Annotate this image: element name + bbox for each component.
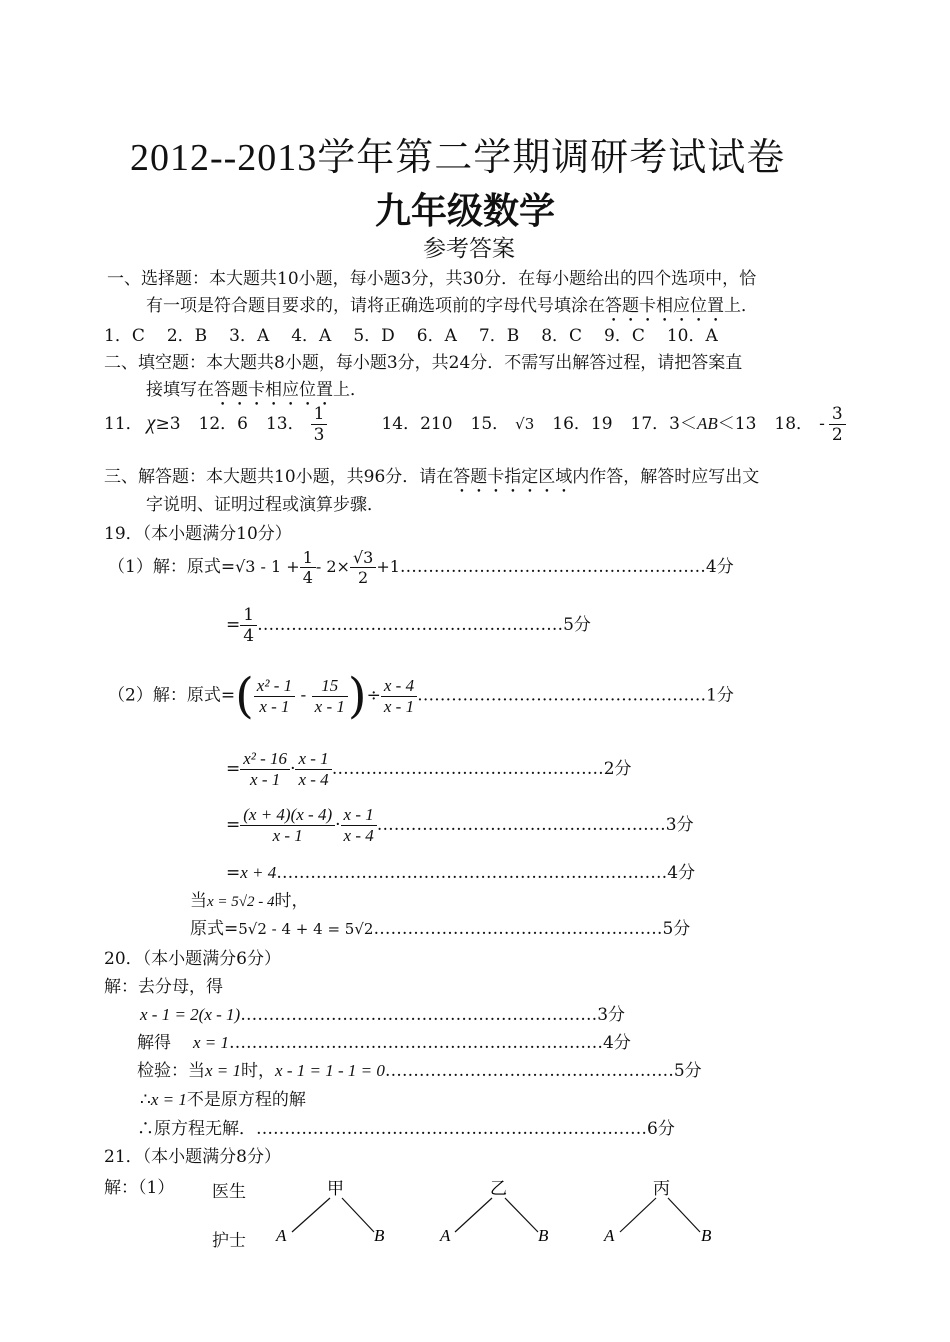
answer: 1．C [104, 326, 145, 346]
denominator: x - 1 [259, 696, 290, 716]
tree-1 [275, 1179, 385, 1245]
text: ∴ [140, 1090, 151, 1110]
denominator: 4 [243, 626, 255, 646]
answer: 9．C [604, 326, 645, 346]
answer: 11． [104, 414, 143, 434]
denominator: x - 1 [314, 696, 345, 716]
score: ……………………………………………………………6分 [256, 1119, 675, 1139]
section2-line1: 二、填空题：本大题共8小题，每小题3分，共24分．不需写出解答过程，请把答案直 [104, 353, 743, 373]
text: 不是原方程的解 [186, 1090, 306, 1110]
math: x = 5√2 - 4 [207, 894, 275, 910]
text: 接填写在 [146, 380, 214, 400]
text: 时， [241, 1061, 276, 1081]
math: x = 1 [205, 1061, 242, 1080]
denominator: x - 1 [250, 770, 281, 789]
answer: 16．19 [552, 414, 613, 434]
numerator: 1 [300, 548, 316, 568]
text: 有一项是符合题目要求的，请将正确选项前的字母代号填涂在 [146, 296, 605, 316]
q21-intro: 解：（1） [104, 1178, 175, 1198]
answer: 2．B [166, 326, 208, 346]
text: 当 [190, 891, 207, 911]
label: 原式= [190, 919, 239, 939]
score: ……………………………………………1分 [417, 685, 734, 706]
text: 内作答，解答时应写出文 [572, 467, 760, 487]
text: 三、解答题：本大题共10小题，共96分．请在 [104, 467, 454, 487]
numerator: x - 1 [341, 805, 377, 826]
answer: ＜13 [717, 414, 757, 434]
label: （1）解：原式= [108, 557, 236, 577]
score: …………………………………………………………4分 [229, 1033, 631, 1053]
tree-top-label: 甲 [327, 1179, 344, 1199]
denominator: x - 1 [272, 826, 303, 845]
text: 上． [724, 296, 758, 316]
math: AB [697, 414, 718, 433]
tree-3 [603, 1179, 712, 1245]
tree-left-label: A [276, 1226, 287, 1245]
text: 时， [274, 891, 309, 911]
subject-title: 九年级数学 [375, 191, 556, 232]
math: x - 1 = 2(x - 1) [140, 1005, 241, 1024]
denominator: 4 [302, 568, 313, 587]
numerator: (x + 4)(x - 4) [240, 805, 335, 826]
denominator: x - 1 [383, 696, 415, 716]
score: ……………………………………………3分 [376, 815, 694, 835]
answer: 7．B [478, 326, 520, 346]
score: ……………………………………………………………4分 [276, 863, 696, 883]
q21-title: 21．（本小题满分8分） [104, 1147, 281, 1167]
times: · [290, 759, 296, 779]
numerator: x - 1 [295, 749, 331, 770]
q20-intro: 解：去分母，得 [104, 977, 223, 997]
score: ………………………………………………5分 [257, 615, 591, 635]
denominator: x - 4 [298, 770, 329, 789]
branch-line [342, 1198, 374, 1232]
math: x + 4 [240, 863, 277, 882]
tree-left-label: A [440, 1226, 451, 1245]
denominator: 2 [831, 425, 843, 445]
emphasis-text: 答题卡相应位置 [214, 380, 333, 400]
branch-line [292, 1198, 330, 1232]
equals: = [226, 815, 241, 835]
score: ……………………………………………5分 [384, 1061, 702, 1081]
math: 5√2 - 4 + 4 = 5√2 [238, 920, 374, 938]
tree-left-label: A [604, 1226, 615, 1245]
section1-line1: 一、选择题：本大题共10小题，每小题3分，共30分．在每小题给出的四个选项中，恰 [107, 269, 757, 289]
q20-title: 20．（本小题满分6分） [104, 949, 281, 969]
text: ∴原方程无解． [137, 1119, 256, 1139]
answer: 17．3＜ [630, 414, 697, 434]
branch-line [455, 1198, 492, 1232]
math: √3 - 1 + [235, 557, 300, 576]
math: x = 1 [193, 1033, 230, 1052]
numerator: x² - 1 [254, 676, 295, 697]
emphasis-text: 答题卡相应位置 [605, 296, 724, 316]
tree-2 [439, 1179, 549, 1245]
emphasis-text: 答题卡指定区域 [453, 467, 573, 487]
equals: = [226, 615, 241, 635]
denominator: 3 [313, 425, 325, 445]
answer: 5．D [353, 326, 395, 346]
divide: ÷ [366, 685, 381, 706]
answer: 12．6 [198, 414, 248, 434]
tree-right-label: B [701, 1226, 712, 1245]
open-paren: ( [235, 668, 254, 724]
denominator: 2 [358, 568, 369, 587]
page-title: 2012--2013学年第二学期调研考试试卷 [130, 137, 786, 179]
score: ………………………………………………………3分 [240, 1005, 626, 1025]
minus: - [300, 685, 307, 706]
text: 上． [333, 380, 367, 400]
tree-label-nurse: 护士 [212, 1231, 246, 1251]
math: x - 1 = 1 - 1 = 0 [275, 1061, 385, 1080]
answer: 14．210 [381, 414, 453, 434]
numerator: 3 [829, 404, 846, 425]
tree-right-label: B [374, 1226, 385, 1245]
answer: 18． [774, 414, 814, 434]
numerator: x² - 16 [240, 749, 290, 770]
minus: - [819, 414, 825, 434]
text: 解得 [137, 1033, 171, 1053]
branch-line [668, 1198, 700, 1232]
answer: 8．C [541, 326, 583, 346]
label: （2）解：原式= [108, 685, 236, 706]
score: …………………………………………2分 [331, 759, 632, 779]
math: +1 [376, 557, 400, 576]
tree-right-label: B [538, 1226, 549, 1245]
tree-top-label: 乙 [490, 1179, 507, 1199]
numerator: √3 [350, 548, 376, 568]
math: x = 1 [150, 1090, 187, 1109]
math: χ [146, 412, 156, 434]
math: √3 [515, 415, 535, 433]
answer: 13． [265, 414, 305, 434]
answer: 3．A [229, 326, 270, 346]
tree-top-label: 丙 [653, 1179, 670, 1199]
numerator: 1 [311, 404, 328, 425]
answer-subtitle: 参考答案 [423, 236, 515, 262]
answer: 15． [470, 414, 510, 434]
branch-line [620, 1198, 656, 1232]
answer: 4．A [291, 326, 332, 346]
tree-label-doctor: 医生 [212, 1182, 246, 1202]
branch-line [505, 1198, 538, 1232]
numerator: 15 [312, 676, 348, 697]
section3-line2: 字说明、证明过程或演算步骤． [146, 495, 384, 515]
math: - 2× [315, 557, 350, 576]
numerator: x - 4 [381, 676, 417, 697]
answer: ≥3 [155, 414, 181, 434]
text: 检验：当 [137, 1061, 205, 1081]
times: · [335, 815, 341, 835]
answer: 6．A [416, 326, 457, 346]
score: ………………………………………………4分 [399, 557, 734, 577]
q19-title: 19．（本小题满分10分） [104, 524, 292, 544]
numerator: 1 [240, 605, 257, 626]
equals: = [226, 759, 241, 779]
close-paren: ) [347, 668, 367, 724]
answer: 10．A [666, 326, 718, 346]
denominator: x - 4 [343, 826, 374, 845]
equals: = [226, 863, 241, 883]
score: ……………………………………………5分 [373, 919, 691, 939]
